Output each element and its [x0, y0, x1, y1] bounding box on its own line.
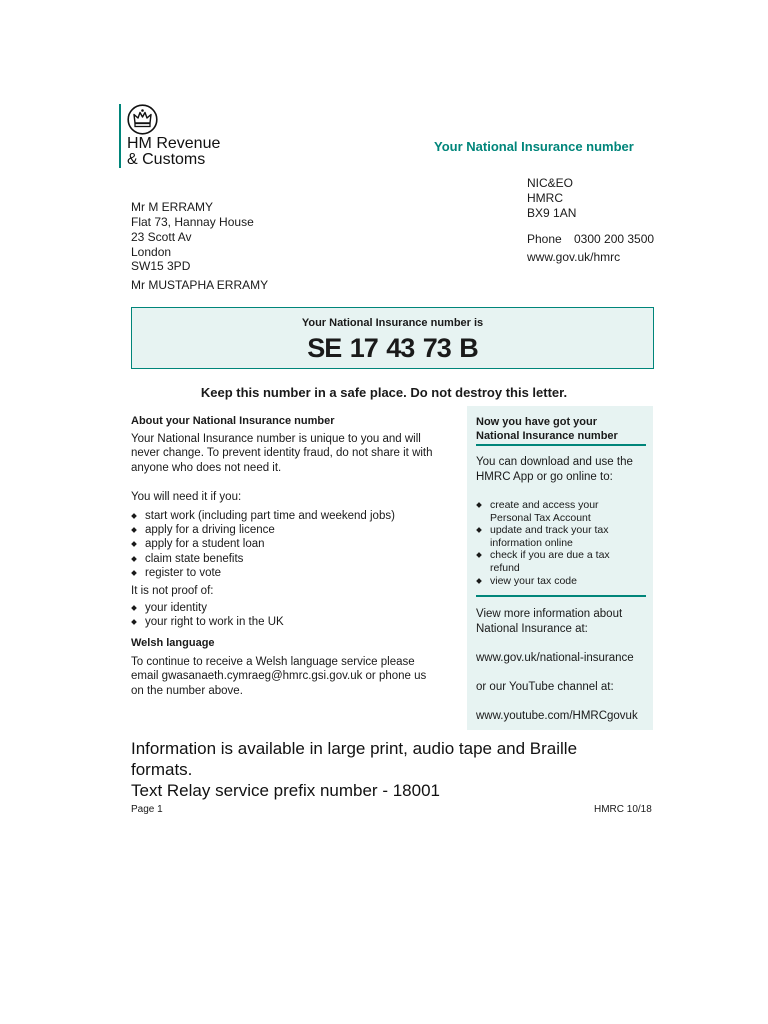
welsh-line-3: on the number above. — [131, 685, 243, 697]
list-item: your right to work in the UK — [131, 615, 284, 629]
panel-more-line1: View more information about — [476, 608, 623, 620]
list-item: claim state benefits — [131, 552, 395, 566]
brand-accent-bar — [119, 104, 121, 168]
panel-title-line2: National Insurance number — [476, 430, 618, 442]
list-item: create and access your Personal Tax Account — [476, 499, 610, 524]
form-code: HMRC 10/18 — [594, 804, 652, 815]
sender-line-1: NIC&EO — [527, 176, 574, 190]
brand-name-line2: & Customs — [127, 151, 206, 168]
need-list — [131, 509, 395, 580]
phone-number: 0300 200 3500 — [574, 232, 655, 246]
hmrc-website: www.gov.uk/hmrc — [527, 250, 621, 264]
bullet-icon — [131, 513, 137, 519]
address-line-1: Mr M ERRAMY — [131, 200, 213, 214]
list-item: update and track your tax information online — [476, 524, 610, 549]
bullet-icon — [131, 542, 137, 548]
bullet-icon — [131, 527, 137, 533]
list-item: apply for a driving licence — [131, 523, 395, 537]
panel-divider — [476, 444, 646, 446]
brand-name-line1: HM Revenue — [127, 135, 221, 152]
not-proof-list — [131, 601, 284, 629]
ni-number-box — [131, 307, 654, 369]
about-line-1: Your National Insurance number is unique to you and will — [131, 433, 421, 445]
document-title: Your National Insurance number — [434, 139, 634, 154]
bullet-icon — [131, 605, 137, 611]
panel-list — [476, 499, 610, 587]
formats-line-2: formats. — [131, 760, 193, 779]
sender-line-3: BX9 1AN — [527, 206, 577, 220]
about-line-3: anyone who does not need it. — [131, 462, 282, 474]
address-line-3: 23 Scott Av — [131, 230, 192, 244]
bullet-icon — [476, 578, 482, 584]
panel-intro-line1: You can download and use the — [476, 456, 633, 468]
ni-number-label: Your National Insurance number is — [301, 317, 484, 329]
address-line-5: SW15 3PD — [131, 259, 191, 273]
bullet-icon — [476, 502, 482, 508]
panel-intro-line2: HMRC App or go online to: — [476, 471, 613, 483]
not-proof-intro: It is not proof of: — [131, 585, 214, 597]
panel-title-line1: Now you have got your — [476, 416, 598, 428]
welsh-heading: Welsh language — [131, 637, 215, 649]
bullet-icon — [476, 553, 482, 559]
youtube-intro: or our YouTube channel at: — [476, 681, 614, 693]
bullet-icon — [131, 570, 137, 576]
list-item: start work (including part time and weekend jobs) — [131, 509, 395, 523]
crown-crest-icon — [127, 104, 158, 135]
address-line-2: Flat 73, Hannay House — [131, 215, 254, 229]
list-item: your identity — [131, 601, 284, 615]
welsh-line-2: email gwasanaeth.cymraeg@hmrc.gsi.gov.uk or phone us — [131, 670, 427, 682]
list-item: register to vote — [131, 566, 395, 580]
list-item: view your tax code — [476, 575, 610, 588]
bullet-icon — [131, 619, 137, 625]
page-number: Page 1 — [131, 804, 163, 815]
bullet-icon — [476, 527, 482, 533]
youtube-link[interactable]: www.youtube.com/HMRCgovuk — [476, 710, 638, 722]
online-services-panel — [467, 406, 653, 730]
panel-more-line2: National Insurance at: — [476, 623, 588, 635]
list-item: check if you are due a tax refund — [476, 549, 610, 574]
sender-line-2: HMRC — [527, 191, 563, 205]
need-intro: You will need it if you: — [131, 491, 242, 503]
ni-number: SE 17 43 73 B — [307, 333, 478, 363]
ni-info-link[interactable]: www.gov.uk/national-insurance — [476, 652, 634, 664]
about-line-2: never change. To prevent identity fraud, do not share it with — [131, 447, 433, 459]
phone-label: Phone — [527, 232, 562, 246]
formats-line-1: Information is available in large print, audio tape and Braille — [131, 739, 578, 758]
list-item: apply for a student loan — [131, 537, 395, 551]
bullet-icon — [131, 556, 137, 562]
text-relay-line: Text Relay service prefix number - 18001 — [131, 781, 440, 800]
about-heading: About your National Insurance number — [131, 415, 335, 427]
keep-safe-notice: Keep this number in a safe place. Do not destroy this letter. — [200, 385, 568, 400]
recipient-full-name: Mr MUSTAPHA ERRAMY — [131, 278, 269, 292]
address-line-4: London — [131, 245, 172, 259]
welsh-line-1: To continue to receive a Welsh language service please — [131, 656, 415, 668]
panel-divider — [476, 595, 646, 597]
